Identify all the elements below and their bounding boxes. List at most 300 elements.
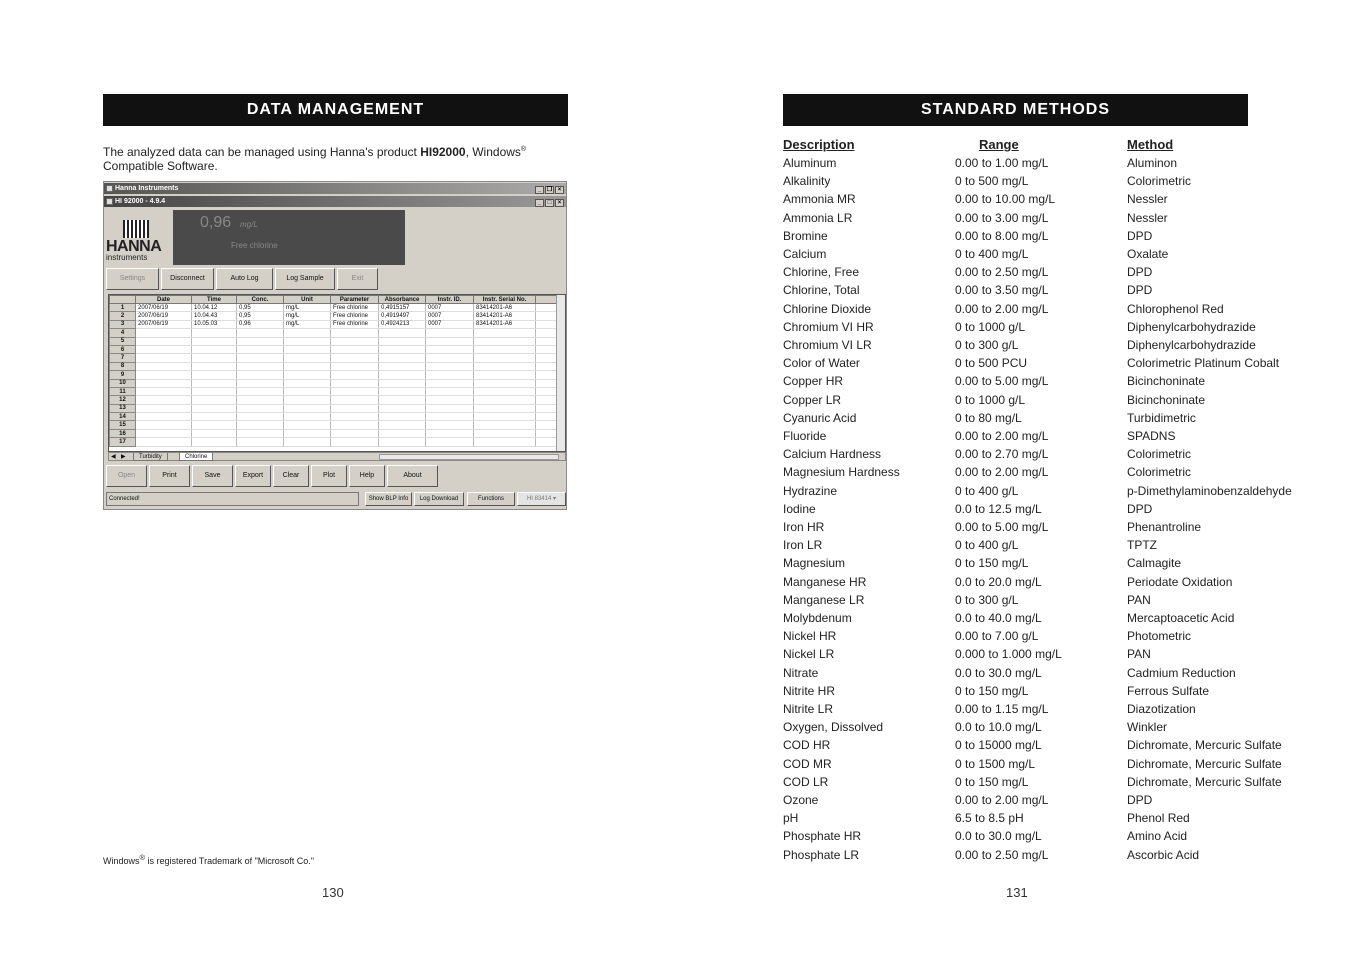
restore-icon[interactable]: ❐	[546, 187, 553, 193]
table-cell[interactable]	[331, 413, 379, 421]
table-cell[interactable]	[192, 413, 237, 421]
table-cell[interactable]	[331, 329, 379, 337]
table-cell[interactable]	[136, 379, 192, 387]
col-time: Time	[192, 296, 237, 304]
table-cell[interactable]	[136, 337, 192, 345]
table-cell[interactable]	[426, 413, 474, 421]
table-cell[interactable]	[426, 438, 474, 446]
method-range: 0.00 to 1.00 mg/L	[955, 156, 1049, 170]
table-cell[interactable]	[536, 362, 558, 370]
outer-title: Hanna Instruments	[115, 185, 179, 192]
table-cell[interactable]: 10.04.43	[192, 312, 237, 320]
plot-button[interactable]: Plot	[311, 465, 347, 487]
row-number: 16	[110, 429, 136, 437]
method-name: Turbidimetric	[1127, 410, 1196, 425]
method-name: Bicinchoninate	[1127, 392, 1206, 407]
table-cell[interactable]	[426, 429, 474, 437]
method-name: Bicinchoninate	[1127, 374, 1206, 389]
method-range: 0.00 to 1.15 mg/L	[955, 702, 1049, 716]
table-cell[interactable]	[331, 362, 379, 370]
table-cell[interactable]	[426, 345, 474, 353]
disconnect-button[interactable]: Disconnect	[161, 268, 214, 290]
method-name: Dichromate, Mercuric Sulfate	[1127, 774, 1282, 789]
table-row[interactable]	[110, 329, 558, 337]
table-cell[interactable]	[536, 413, 558, 421]
col-range-header: Range	[979, 137, 1019, 152]
method-range: 0 to 400 mg/L	[955, 247, 1029, 261]
footnote-post: is registered Trademark of "Microsoft Co."	[145, 856, 314, 866]
method-range: 0 to 80 mg/L	[955, 410, 1022, 425]
table-cell[interactable]	[192, 404, 237, 412]
table-cell[interactable]	[136, 404, 192, 412]
row-number: 6	[110, 345, 136, 353]
method-range: 0.00 to 5.00 mg/L	[955, 520, 1049, 534]
table-cell[interactable]	[192, 337, 237, 345]
help-button[interactable]: Help	[349, 465, 385, 487]
table-cell[interactable]	[379, 379, 426, 387]
table-cell[interactable]: 2007/06/19	[136, 312, 192, 320]
table-cell[interactable]: 0,4924213	[379, 320, 426, 328]
table-cell[interactable]	[379, 413, 426, 421]
method-range: 0.00 to 3.00 mg/L	[955, 210, 1049, 225]
instrument-select[interactable]	[517, 492, 566, 506]
method-description: Copper HR	[783, 374, 844, 389]
table-cell[interactable]	[379, 362, 426, 370]
method-description: Cyanuric Acid	[783, 410, 857, 425]
table-cell[interactable]: mg/L	[284, 320, 331, 328]
table-cell[interactable]	[192, 429, 237, 437]
data-grid[interactable]	[108, 294, 566, 452]
table-cell[interactable]: 0007	[426, 304, 474, 312]
row-number: 2	[110, 312, 136, 320]
method-range: 0 to 500 mg/L	[955, 174, 1029, 189]
table-cell[interactable]	[426, 362, 474, 370]
table-cell[interactable]	[474, 438, 536, 446]
maximize-icon[interactable]: □	[545, 199, 554, 207]
table-row[interactable]	[110, 304, 558, 312]
table-cell[interactable]	[192, 379, 237, 387]
table-cell[interactable]	[192, 438, 237, 446]
close-icon[interactable]: ×	[555, 199, 564, 207]
table-cell[interactable]	[331, 429, 379, 437]
table-cell[interactable]	[237, 329, 284, 337]
method-description: Bromine	[783, 228, 828, 243]
table-cell[interactable]	[331, 337, 379, 345]
inner-titlebar	[104, 196, 566, 207]
table-row[interactable]	[110, 421, 558, 429]
table-cell[interactable]	[331, 438, 379, 446]
method-range: 0 to 150 mg/L	[955, 556, 1029, 571]
table-cell[interactable]	[284, 354, 331, 362]
table-row[interactable]	[110, 354, 558, 362]
table-cell[interactable]: mg/L	[284, 312, 331, 320]
table-cell[interactable]	[426, 329, 474, 337]
table-cell[interactable]	[536, 354, 558, 362]
table-row[interactable]	[110, 438, 558, 446]
table-cell[interactable]	[536, 371, 558, 379]
table-cell[interactable]	[136, 354, 192, 362]
method-description: Magnesium	[783, 556, 846, 571]
table-cell[interactable]	[237, 404, 284, 412]
table-cell[interactable]: 2007/06/19	[136, 320, 192, 328]
col-method-header: Method	[1127, 137, 1174, 152]
table-cell[interactable]	[192, 362, 237, 370]
barcode-icon	[123, 220, 149, 238]
method-description: Phosphate HR	[783, 829, 862, 844]
table-cell[interactable]	[192, 387, 237, 395]
method-range: 0.00 to 7.00 g/L	[955, 629, 1039, 644]
row-number: 15	[110, 421, 136, 429]
method-range: 0 to 1000 g/L	[955, 392, 1026, 407]
table-cell[interactable]	[284, 329, 331, 337]
show-blp-info-button[interactable]: Show BLP Info	[365, 492, 412, 506]
chevron-down-icon: ▾	[553, 496, 557, 502]
table-cell[interactable]	[426, 354, 474, 362]
method-description: Chlorine, Total	[783, 283, 860, 298]
table-cell[interactable]	[474, 421, 536, 429]
row-number: 17	[110, 438, 136, 446]
table-cell[interactable]	[474, 345, 536, 353]
footnote-pre: Windows	[103, 856, 140, 866]
table-cell[interactable]	[379, 396, 426, 404]
table-cell[interactable]	[379, 387, 426, 395]
table-cell[interactable]	[536, 320, 558, 328]
method-name: Aluminon	[1127, 156, 1178, 170]
method-description: Copper LR	[783, 392, 842, 407]
table-cell[interactable]	[474, 387, 536, 395]
method-name: Periodate Oxidation	[1127, 574, 1233, 589]
method-name: Colorimetric Platinum Cobalt	[1127, 356, 1280, 371]
table-cell[interactable]	[426, 337, 474, 345]
method-description: Nitrate	[783, 665, 819, 680]
save-button[interactable]: Save	[192, 465, 233, 487]
table-cell[interactable]: 83414201-A6	[474, 312, 536, 320]
table-cell[interactable]	[237, 396, 284, 404]
table-cell[interactable]	[237, 379, 284, 387]
table-cell[interactable]	[379, 404, 426, 412]
table-cell[interactable]	[136, 362, 192, 370]
table-cell[interactable]	[136, 371, 192, 379]
table-cell[interactable]	[536, 312, 558, 320]
tab-scroll-right-icon[interactable]: ▶	[121, 454, 126, 460]
table-cell[interactable]	[331, 387, 379, 395]
table-row[interactable]	[110, 312, 558, 320]
table-cell[interactable]	[331, 396, 379, 404]
table-cell[interactable]: 0007	[426, 312, 474, 320]
table-row[interactable]	[110, 379, 558, 387]
method-range: 0.0 to 40.0 mg/L	[955, 611, 1042, 625]
table-row[interactable]	[110, 413, 558, 421]
method-name: DPD	[1127, 265, 1153, 280]
row-number: 14	[110, 413, 136, 421]
table-cell[interactable]	[237, 413, 284, 421]
col-empty	[536, 296, 558, 304]
table-cell[interactable]	[379, 438, 426, 446]
method-name: Colorimetric	[1127, 174, 1192, 189]
table-cell[interactable]	[474, 429, 536, 437]
table-cell[interactable]	[192, 329, 237, 337]
table-cell[interactable]	[536, 438, 558, 446]
table-cell[interactable]	[474, 354, 536, 362]
method-name: Ascorbic Acid	[1127, 847, 1200, 862]
log-download-button[interactable]: Log Download	[414, 492, 464, 506]
table-row[interactable]	[110, 320, 558, 328]
table-cell[interactable]	[284, 387, 331, 395]
display-unit: mg/L	[240, 220, 258, 229]
close-icon[interactable]: ×	[555, 186, 564, 194]
table-cell[interactable]	[237, 429, 284, 437]
table-cell[interactable]	[379, 421, 426, 429]
auto-log-button[interactable]: Auto Log	[216, 268, 273, 290]
table-cell[interactable]	[284, 337, 331, 345]
method-range: 0 to 150 mg/L	[955, 774, 1029, 789]
method-description: Aluminum	[783, 156, 837, 170]
method-range: 0 to 400 g/L	[955, 538, 1019, 553]
table-cell[interactable]	[536, 396, 558, 404]
method-name: Cadmium Reduction	[1127, 665, 1236, 680]
table-cell[interactable]	[192, 354, 237, 362]
table-cell[interactable]	[237, 387, 284, 395]
method-description: Chlorine, Free	[783, 265, 860, 280]
method-description: Chlorine Dioxide	[783, 301, 872, 316]
table-cell[interactable]	[237, 421, 284, 429]
table-cell[interactable]	[536, 337, 558, 345]
table-cell[interactable]	[192, 421, 237, 429]
horizontal-scrollbar[interactable]	[379, 454, 559, 460]
row-number: 3	[110, 320, 136, 328]
table-row[interactable]	[110, 404, 558, 412]
table-cell[interactable]: 10.05.03	[192, 320, 237, 328]
method-range: 0.00 to 3.50 mg/L	[955, 283, 1049, 298]
table-cell[interactable]	[474, 379, 536, 387]
print-button[interactable]: Print	[149, 465, 190, 487]
table-cell[interactable]	[379, 329, 426, 337]
table-cell[interactable]	[237, 345, 284, 353]
method-range: 0.00 to 8.00 mg/L	[955, 228, 1049, 243]
row-number: 10	[110, 379, 136, 387]
method-name: DPD	[1127, 793, 1153, 807]
method-description: COD HR	[783, 738, 831, 753]
intro-product: HI92000	[420, 145, 466, 159]
method-name: Diphenylcarbohydrazide	[1127, 338, 1256, 352]
table-cell[interactable]	[237, 362, 284, 370]
minimize-icon[interactable]: _	[535, 199, 544, 207]
table-cell[interactable]	[192, 345, 237, 353]
open-button[interactable]: Open	[106, 465, 147, 487]
table-cell[interactable]	[426, 421, 474, 429]
method-description: Chromium VI HR	[783, 319, 874, 334]
method-name: Nessler	[1127, 192, 1168, 207]
table-cell[interactable]	[284, 396, 331, 404]
method-range: 0.00 to 2.00 mg/L	[955, 429, 1049, 443]
tab-scroll-left-icon[interactable]: ◀	[111, 454, 116, 460]
method-range: 0.00 to 2.70 mg/L	[955, 447, 1049, 462]
col-absorbance: Absorbance	[379, 296, 426, 304]
tab-turbidity[interactable]: Turbidity	[133, 453, 168, 461]
table-cell[interactable]	[136, 345, 192, 353]
table-cell[interactable]	[331, 371, 379, 379]
tab-chlorine[interactable]: Chlorine	[179, 453, 213, 461]
table-cell[interactable]	[474, 362, 536, 370]
table-row[interactable]	[110, 362, 558, 370]
table-cell[interactable]	[536, 421, 558, 429]
table-cell[interactable]	[284, 404, 331, 412]
table-cell[interactable]	[136, 413, 192, 421]
table-cell[interactable]	[331, 404, 379, 412]
table-cell[interactable]	[536, 304, 558, 312]
clear-button[interactable]: Clear	[273, 465, 309, 487]
table-cell[interactable]	[192, 396, 237, 404]
table-cell[interactable]: 0,4915157	[379, 304, 426, 312]
minimize-icon[interactable]: _	[535, 186, 544, 194]
table-cell[interactable]	[331, 421, 379, 429]
table-cell[interactable]	[237, 371, 284, 379]
col-date: Date	[136, 296, 192, 304]
method-name: Photometric	[1127, 629, 1192, 644]
table-cell[interactable]: 10.04.12	[192, 304, 237, 312]
reading-display	[173, 210, 405, 265]
export-button[interactable]: Export	[235, 465, 271, 487]
method-name: TPTZ	[1127, 538, 1157, 553]
method-description: Magnesium Hardness	[783, 465, 900, 480]
table-cell[interactable]	[136, 421, 192, 429]
method-description: pH	[783, 811, 799, 826]
table-cell[interactable]: 0007	[426, 320, 474, 328]
table-cell[interactable]	[474, 329, 536, 337]
method-range: 0.0 to 30.0 mg/L	[955, 665, 1042, 680]
logo-text: HANNA	[106, 238, 162, 255]
table-cell[interactable]	[474, 413, 536, 421]
table-cell[interactable]	[474, 371, 536, 379]
row-number: 9	[110, 371, 136, 379]
method-name: Dichromate, Mercuric Sulfate	[1127, 738, 1282, 753]
about-button[interactable]: About	[387, 465, 438, 487]
table-cell[interactable]	[136, 387, 192, 395]
table-cell[interactable]	[237, 337, 284, 345]
method-name: p-Dimethylaminobenzaldehyde	[1127, 483, 1292, 498]
table-cell[interactable]	[284, 379, 331, 387]
method-name: Oxalate	[1127, 247, 1169, 261]
method-name: DPD	[1127, 501, 1153, 516]
table-cell[interactable]	[379, 337, 426, 345]
table-cell[interactable]: Free chlorine	[331, 312, 379, 320]
table-cell[interactable]	[426, 404, 474, 412]
table-cell[interactable]	[192, 371, 237, 379]
table-cell[interactable]	[237, 438, 284, 446]
intro-pre: The analyzed data can be managed using Hanna's product	[103, 145, 421, 159]
table-cell[interactable]	[536, 404, 558, 412]
table-cell[interactable]	[237, 354, 284, 362]
table-row[interactable]	[110, 371, 558, 379]
inner-title: HI 92000 - 4.9.4	[115, 198, 166, 205]
table-cell[interactable]	[284, 413, 331, 421]
table-cell[interactable]	[284, 429, 331, 437]
table-cell[interactable]: 83414201-A6	[474, 304, 536, 312]
method-description: Calcium	[783, 247, 827, 261]
method-range: 0.0 to 30.0 mg/L	[955, 829, 1042, 844]
table-row[interactable]	[110, 429, 558, 437]
table-cell[interactable]	[284, 371, 331, 379]
method-range: 0 to 400 g/L	[955, 483, 1019, 498]
method-range: 0.00 to 2.00 mg/L	[955, 301, 1049, 316]
row-number: 5	[110, 337, 136, 345]
table-cell[interactable]: Free chlorine	[331, 320, 379, 328]
method-range: 0 to 500 PCU	[955, 356, 1028, 371]
method-description: Iron LR	[783, 538, 823, 553]
table-cell[interactable]	[536, 429, 558, 437]
table-cell[interactable]	[379, 354, 426, 362]
table-cell[interactable]	[536, 345, 558, 353]
functions-button[interactable]: Functions	[467, 492, 515, 506]
table-cell[interactable]	[331, 345, 379, 353]
table-cell[interactable]: 0,4919497	[379, 312, 426, 320]
table-cell[interactable]: 2007/06/19	[136, 304, 192, 312]
table-cell[interactable]	[379, 371, 426, 379]
exit-button[interactable]: Exit	[337, 268, 378, 290]
method-name: Nessler	[1127, 210, 1168, 225]
table-cell[interactable]	[536, 379, 558, 387]
method-description: Nitrite HR	[783, 683, 836, 698]
method-description: Nitrite LR	[783, 702, 834, 716]
table-cell[interactable]: 83414201-A6	[474, 320, 536, 328]
table-cell[interactable]	[379, 345, 426, 353]
table-cell[interactable]: 0,95	[237, 312, 284, 320]
table-row[interactable]	[110, 337, 558, 345]
vertical-scrollbar[interactable]	[556, 295, 565, 451]
method-range: 0.00 to 5.00 mg/L	[955, 374, 1049, 389]
table-cell[interactable]	[284, 438, 331, 446]
table-cell[interactable]	[284, 421, 331, 429]
sheet-tabs-bar	[108, 452, 566, 461]
table-cell[interactable]	[379, 429, 426, 437]
table-row[interactable]	[110, 345, 558, 353]
table-cell[interactable]	[284, 345, 331, 353]
table-cell[interactable]	[331, 379, 379, 387]
table-cell[interactable]	[426, 371, 474, 379]
table-cell[interactable]: mg/L	[284, 304, 331, 312]
col-rownum	[110, 296, 136, 304]
table-cell[interactable]	[536, 329, 558, 337]
table-cell[interactable]	[426, 387, 474, 395]
settings-button[interactable]: Settings	[106, 268, 159, 290]
table-row[interactable]	[110, 396, 558, 404]
table-cell[interactable]	[136, 396, 192, 404]
table-row[interactable]	[110, 387, 558, 395]
table-cell[interactable]	[426, 379, 474, 387]
table-cell[interactable]: 0,95	[237, 304, 284, 312]
outer-window-controls	[534, 184, 564, 195]
table-cell[interactable]	[284, 362, 331, 370]
table-cell[interactable]	[474, 404, 536, 412]
table-cell[interactable]	[474, 337, 536, 345]
method-range: 0 to 300 g/L	[955, 338, 1019, 352]
table-cell[interactable]	[136, 429, 192, 437]
table-cell[interactable]	[136, 329, 192, 337]
table-cell[interactable]: 0,96	[237, 320, 284, 328]
table-cell[interactable]	[536, 387, 558, 395]
table-cell[interactable]: Free chlorine	[331, 304, 379, 312]
method-description: Ozone	[783, 793, 819, 807]
method-name: Diphenylcarbohydrazide	[1127, 319, 1256, 334]
col-parameter: Parameter	[331, 296, 379, 304]
table-cell[interactable]	[474, 396, 536, 404]
table-cell[interactable]	[136, 438, 192, 446]
table-cell[interactable]	[331, 354, 379, 362]
instrument-select-value: HI 83414	[526, 496, 552, 502]
table-cell[interactable]	[426, 396, 474, 404]
data-management-header: DATA MANAGEMENT	[103, 94, 568, 126]
log-sample-button[interactable]: Log Sample	[275, 268, 335, 290]
